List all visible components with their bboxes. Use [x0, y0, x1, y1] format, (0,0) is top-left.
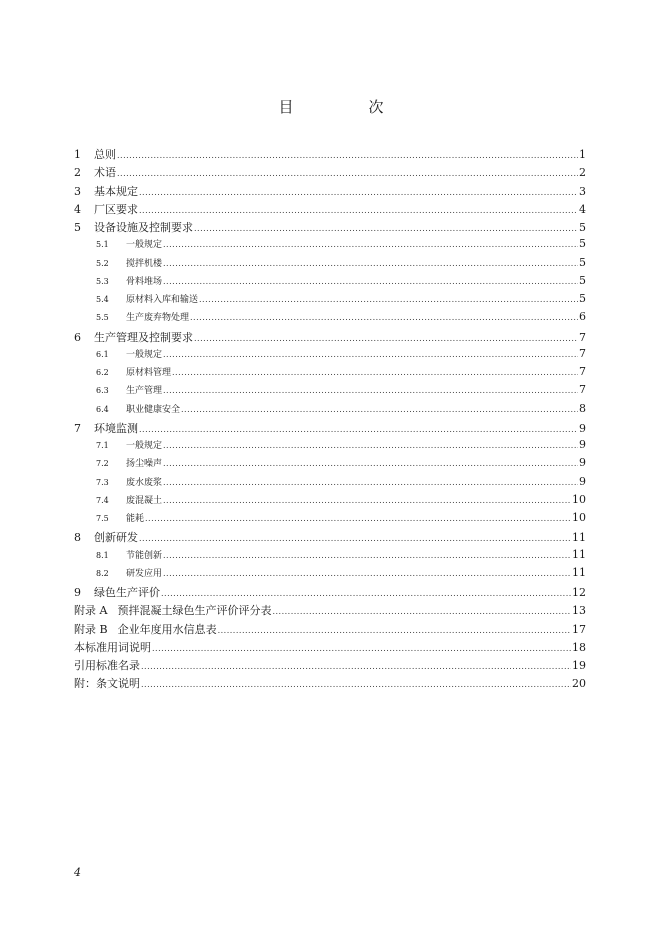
toc-entry-number: 5: [74, 221, 81, 234]
toc-entry-label: 搅拌机楼: [126, 258, 163, 269]
toc-entry-number: 1: [74, 148, 81, 161]
toc-entry[interactable]: [74, 310, 586, 328]
toc-entry-page: 11: [572, 547, 586, 561]
toc-entry-label: 总则: [94, 148, 116, 161]
toc-entry[interactable]: [74, 237, 586, 255]
toc-entry-page: 19: [572, 659, 586, 672]
toc-entry-number: 7.2: [96, 459, 109, 469]
toc-entry-page: 12: [572, 586, 586, 599]
toc-leader-dots: [181, 405, 578, 414]
toc-entry-label: 环境监测: [94, 421, 138, 435]
toc-entry-page: 10: [572, 511, 586, 524]
toc-entry[interactable]: [74, 292, 586, 310]
toc-leader-dots: [172, 368, 578, 377]
toc-entry[interactable]: [74, 164, 586, 182]
toc-entry-page: 9: [579, 474, 586, 488]
toc-entry-number: 8.1: [96, 550, 109, 560]
page-title: 目 次: [278, 98, 414, 116]
toc-entry[interactable]: [74, 438, 586, 456]
toc-entry-label: 术语: [94, 166, 116, 180]
toc-entry[interactable]: [74, 365, 586, 383]
toc-entry-number: 7.1: [96, 441, 109, 450]
toc-entry-label: 节能创新: [126, 550, 163, 561]
toc-entry-label: 原材料入库和输送: [126, 295, 199, 305]
toc-entry-label: 一般规定: [126, 441, 163, 451]
toc-entry[interactable]: [74, 529, 586, 547]
toc-leader-dots: [163, 386, 578, 395]
toc-leader-dots: [190, 313, 578, 322]
toc-entry-number: 6.1: [96, 349, 109, 359]
toc-leader-dots: [152, 644, 571, 653]
toc-entry-label: 废水废浆: [126, 477, 163, 488]
toc-entry[interactable]: [74, 584, 586, 602]
toc-leader-dots: [163, 350, 578, 359]
toc-entry-label: 骨料堆场: [126, 276, 163, 287]
toc-entry-number: 7.5: [96, 514, 109, 523]
toc-entry[interactable]: [74, 347, 586, 365]
page-number: 4: [74, 866, 81, 879]
toc-entry-page: 9: [579, 421, 586, 435]
toc-entry-label: 基本规定: [94, 184, 138, 198]
toc-entry-page: 17: [572, 622, 586, 636]
table-of-contents: [74, 146, 586, 694]
toc-entry-label: 扬尘噪声: [126, 459, 163, 470]
toc-leader-dots: [218, 626, 571, 635]
toc-leader-dots: [141, 662, 571, 671]
toc-leader-dots: [272, 607, 571, 616]
toc-entry-number: 8.2: [96, 568, 109, 578]
toc-leader-dots: [163, 496, 571, 505]
toc-entry-number: 6.2: [96, 368, 109, 377]
toc-leader-dots: [163, 259, 578, 268]
toc-entry-number: 8: [74, 531, 81, 545]
toc-entry-page: 5: [579, 273, 586, 287]
toc-entry-page: 7: [579, 330, 586, 344]
toc-entry[interactable]: [74, 201, 586, 219]
toc-leader-dots: [139, 425, 578, 434]
toc-entry[interactable]: [74, 639, 586, 657]
toc-leader-dots: [145, 514, 571, 523]
toc-leader-dots: [194, 334, 578, 343]
toc-entry-label: 职业健康安全: [126, 404, 181, 415]
toc-entry[interactable]: [74, 657, 586, 675]
toc-entry-number: 附录 B: [74, 622, 108, 636]
toc-entry-page: 5: [579, 221, 586, 234]
toc-entry-page: 9: [579, 438, 586, 451]
toc-entry[interactable]: [74, 274, 586, 292]
toc-entry-label: 企业年度用水信息表: [117, 622, 217, 636]
toc-entry-label: 生产管理及控制要求: [94, 330, 193, 344]
toc-entry-page: 11: [572, 565, 586, 579]
toc-leader-dots: [117, 169, 578, 178]
toc-leader-dots: [161, 589, 571, 598]
toc-entry-label: 本标准用词说明: [74, 640, 151, 654]
toc-entry-number: 6.4: [96, 404, 109, 414]
toc-entry-number: 7.3: [96, 477, 109, 487]
toc-entry[interactable]: [74, 329, 586, 347]
toc-entry-label: 生产废弃物处理: [126, 313, 190, 324]
toc-leader-dots: [139, 188, 578, 197]
toc-entry[interactable]: [74, 456, 586, 474]
toc-entry-number: 5.5: [96, 313, 109, 323]
toc-entry[interactable]: [74, 183, 586, 201]
toc-entry-label: 附：条文说明: [74, 677, 140, 691]
toc-entry-number: 5.4: [96, 295, 109, 304]
toc-entry-label: 厂区要求: [94, 202, 138, 216]
toc-entry-page: 18: [572, 640, 586, 654]
toc-entry-page: 5: [579, 292, 586, 305]
toc-leader-dots: [139, 206, 578, 215]
toc-leader-dots: [199, 295, 578, 304]
toc-entry-label: 引用标准名录: [74, 659, 140, 672]
toc-entry-number: 5.1: [96, 240, 109, 250]
toc-entry-number: 4: [74, 202, 81, 216]
toc-entry-page: 6: [579, 310, 586, 324]
toc-entry-label: 创新研发: [94, 531, 138, 545]
toc-leader-dots: [117, 151, 578, 160]
toc-entry[interactable]: [74, 402, 586, 420]
toc-entry-label: 生产管理: [126, 386, 163, 397]
toc-entry-number: 7.4: [96, 495, 109, 505]
toc-entry-page: 7: [579, 383, 586, 397]
toc-entry-label: 设备设施及控制要求: [94, 221, 193, 234]
toc-entry-page: 1: [579, 148, 586, 161]
toc-entry[interactable]: [74, 219, 586, 237]
toc-entry-page: 10: [572, 492, 586, 506]
toc-entry[interactable]: [74, 548, 586, 566]
toc-entry-page: 11: [572, 531, 586, 545]
toc-entry-label: 废混凝土: [126, 495, 163, 506]
toc-leader-dots: [163, 441, 578, 450]
toc-leader-dots: [194, 224, 578, 233]
toc-entry[interactable]: [74, 475, 586, 493]
toc-entry-label: 原材料管理: [126, 368, 172, 378]
toc-entry[interactable]: [74, 420, 586, 438]
toc-entry[interactable]: [74, 256, 586, 274]
toc-entry[interactable]: [74, 566, 586, 584]
toc-entry-page: 7: [579, 365, 586, 378]
toc-entry-number: 2: [74, 166, 81, 180]
toc-leader-dots: [163, 569, 571, 578]
toc-entry-number: 5.2: [96, 258, 109, 268]
toc-entry-number: 6: [74, 330, 81, 344]
toc-entry-number: 5.3: [96, 276, 109, 286]
toc-entry-page: 3: [579, 184, 586, 198]
toc-entry[interactable]: [74, 621, 586, 639]
toc-leader-dots: [163, 478, 578, 487]
toc-entry-page: 9: [579, 456, 586, 470]
toc-leader-dots: [163, 551, 571, 560]
toc-leader-dots: [163, 240, 578, 249]
toc-entry-page: 4: [579, 202, 586, 216]
toc-entry-page: 7: [579, 346, 586, 360]
toc-entry-page: 2: [579, 166, 586, 180]
toc-entry-page: 5: [579, 255, 586, 269]
toc-entry-label: 能耗: [126, 514, 145, 524]
toc-entry-label: 预拌混凝土绿色生产评价评分表: [117, 604, 272, 618]
toc-leader-dots: [163, 277, 578, 286]
toc-entry-label: 一般规定: [126, 240, 163, 251]
toc-entry-number: 6.3: [96, 386, 109, 396]
toc-entry-number: 3: [74, 184, 81, 198]
toc-entry-page: 13: [572, 604, 586, 618]
toc-entry[interactable]: [74, 493, 586, 511]
toc-entry-label: 研发应用: [126, 568, 163, 579]
toc-entry[interactable]: [74, 383, 586, 401]
toc-entry-label: 一般规定: [126, 349, 163, 360]
toc-entry-number: 9: [74, 586, 81, 599]
toc-entry-number: 7: [74, 421, 81, 435]
toc-leader-dots: [163, 459, 578, 468]
toc-entry-number: 附录 A: [74, 604, 108, 618]
toc-entry-label: 绿色生产评价: [94, 586, 160, 599]
toc-entry[interactable]: [74, 675, 586, 693]
toc-entry[interactable]: [74, 511, 586, 529]
toc-leader-dots: [141, 680, 571, 689]
toc-entry-page: 5: [579, 237, 586, 251]
toc-leader-dots: [139, 534, 571, 543]
toc-entry[interactable]: [74, 146, 586, 164]
toc-entry-page: 8: [579, 401, 586, 415]
toc-entry-page: 20: [572, 677, 586, 691]
toc-entry[interactable]: [74, 602, 586, 620]
